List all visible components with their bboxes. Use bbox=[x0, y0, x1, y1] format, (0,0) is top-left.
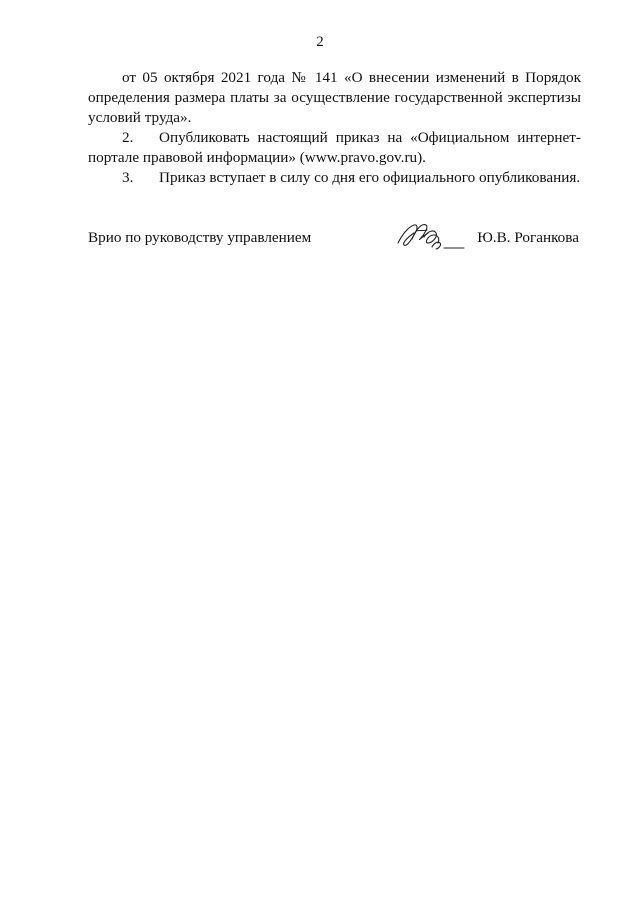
handwritten-signature bbox=[394, 217, 472, 257]
continuation-paragraph: от 05 октября 2021 года № 141 «О внесении изменений в Порядок определения размера платы за осуществление государственной экспертизы условий труда». bbox=[88, 69, 581, 126]
document-body bbox=[88, 68, 581, 188]
list-item-3 bbox=[88, 168, 581, 188]
signatory-position: Врио по руководству управлением bbox=[88, 229, 312, 246]
page-number: 2 bbox=[316, 34, 324, 50]
list-item-text: Приказ вступает в силу со дня его официального опубликования. bbox=[159, 169, 581, 186]
list-item-text: Опубликовать настоящий приказ на «Официальном интернет-портале правовой информации» (www.pravo.gov.ru). bbox=[88, 129, 581, 166]
list-item-2 bbox=[88, 128, 581, 168]
list-item-number: 3. bbox=[122, 169, 134, 186]
signature-block bbox=[88, 229, 581, 259]
signatory-name: Ю.В. Роганкова bbox=[477, 229, 579, 246]
list-item-number: 2. bbox=[122, 129, 134, 146]
